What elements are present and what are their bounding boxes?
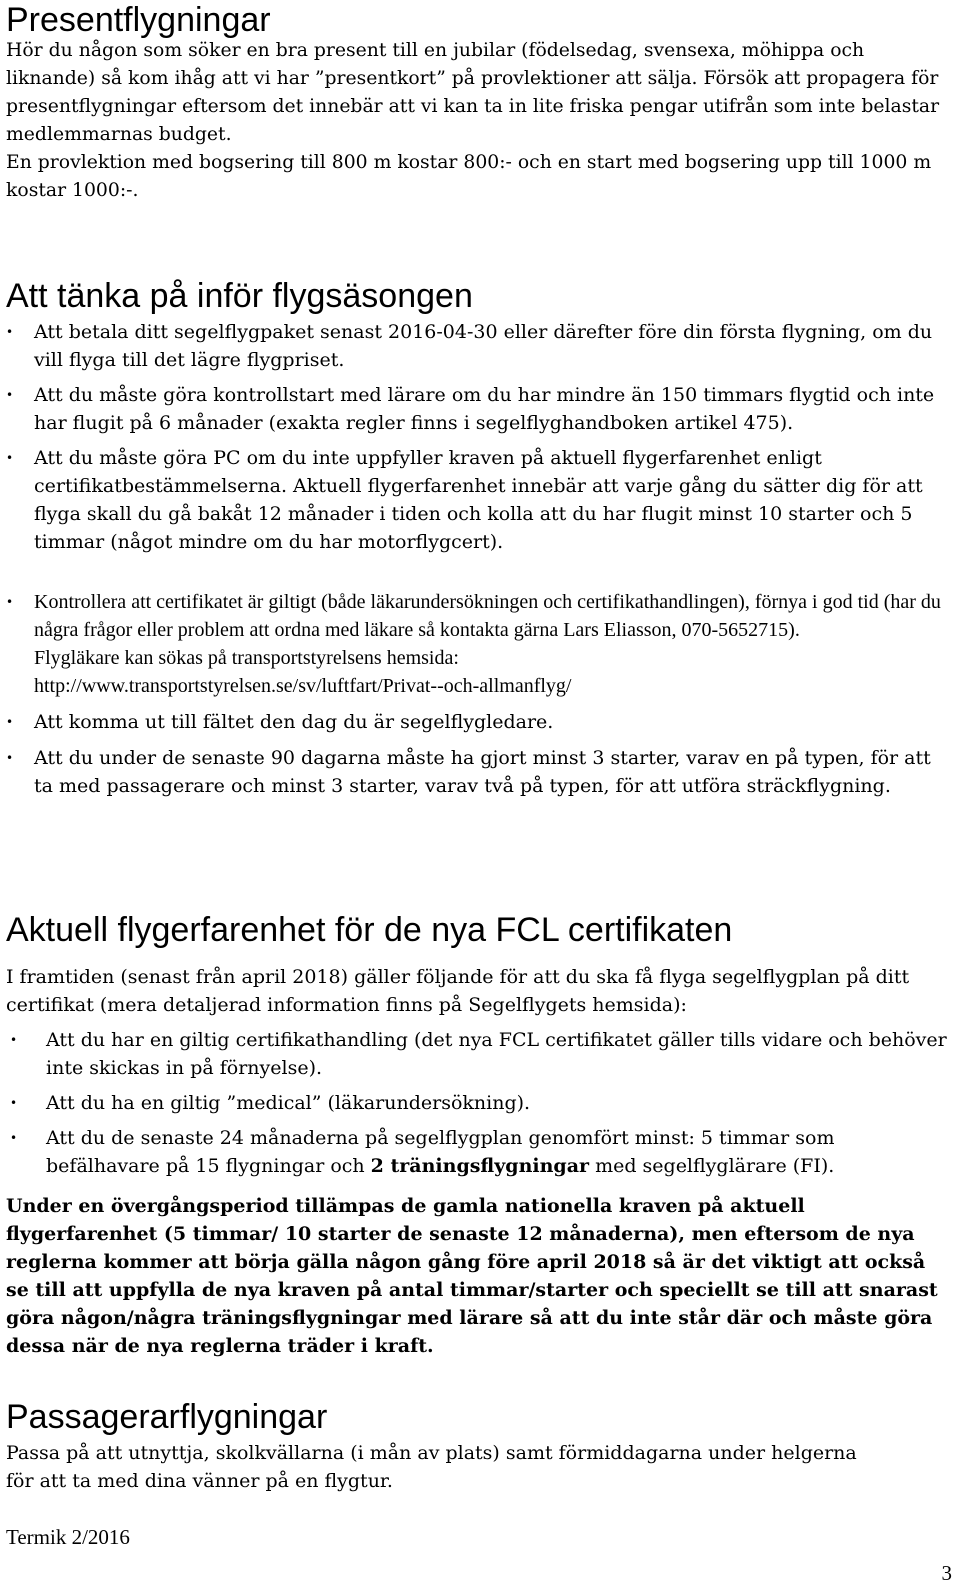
heading-flygsasongen: Att tänka på inför flygsäsongen	[6, 277, 473, 315]
footer-issue: Termik 2/2016	[6, 1525, 130, 1549]
list-item: • Att du under de senaste 90 dagarna måste ha gjort minst 3 starter, varav en på typen, för att ta med passagerare och minst 3 starter, varav två på typen, för att utföra sträckflygning.	[6, 744, 951, 800]
list-item: • Att du de senaste 24 månaderna på segelflygplan genomfört minst: 5 timmar som befälhavare på 15 flygningar och 2 träningsflygningar med segelflyglärare (FI).	[6, 1124, 951, 1180]
list-item: • Att du ha en giltig ”medical” (läkarundersökning).	[6, 1089, 951, 1117]
heading-presentflygningar: Presentflygningar	[6, 1, 271, 39]
bullet-icon: •	[6, 451, 14, 465]
bullet-icon: •	[6, 388, 14, 402]
bullet-icon: •	[6, 715, 14, 729]
passenger-paragraph: Passa på att utnyttja, skolkvällarna (i mån av plats) samt förmiddagarna under helgerna för att ta med dina vänner på en flygtur.	[6, 1442, 857, 1492]
bullet-icon: •	[10, 1033, 18, 1047]
present-paragraph-2: En provlektion med bogsering till 800 m kostar 800:- och en start med bogsering upp till 1000 m kostar 1000:-.	[6, 152, 932, 201]
heading-fcl: Aktuell flygerfarenhet för de nya FCL certifikaten	[6, 911, 733, 949]
list-item: • Att komma ut till fältet den dag du är segelflygledare.	[6, 708, 951, 736]
transportstyrelsen-link[interactable]: http://www.transportstyrelsen.se/sv/luftfart/Privat--och-allmanflyg/	[34, 675, 572, 697]
fcl-list	[6, 1026, 951, 1180]
bullet-icon: •	[10, 1096, 18, 1110]
heading-passagerarflygningar: Passagerarflygningar	[6, 1398, 328, 1436]
list-item: • Att du har en giltig certifikathandling (det nya FCL certifikatet gäller tills vidare och behöver inte skickas in på förnyelse).	[6, 1026, 951, 1082]
list-item: • Att du måste göra PC om du inte uppfyller kraven på aktuell flygerfarenhet enligt certifikatbestämmelserna. Aktuell flygerfarenhet innebär att varje gång du sätter dig för att flyga skall du gå bakåt 12 månader i tiden och kolla att du har flugit minst 10 starter och 5 timmar (något mindre om du har motorflygcert).	[6, 444, 951, 556]
bullet-icon: •	[6, 325, 14, 339]
page-number: 3	[941, 1561, 952, 1585]
season-list-continued	[6, 588, 951, 800]
fcl-intro: I framtiden (senast från april 2018) gäller följande för att du ska få flyga segelflygplan på ditt certifikat (mera detaljerad information finns på Segelflygets hemsida):	[6, 966, 910, 1016]
list-item: • Att betala ditt segelflygpaket senast 2016-04-30 eller därefter före din första flygning, om du vill flyga till det lägre flygpriset.	[6, 318, 951, 374]
transition-period-paragraph: Under en övergångsperiod tillämpas de gamla nationella kraven på aktuell flygerfarenhet (5 timmar/ 10 starter de senaste 12 månaderna), men eftersom de nya reglerna kommer att börja gälla någon gång före april 2018 så är det viktigt att också se till att uppfylla de nya kraven på antal timmar/starter och speciellt se till att snarast göra någon/några träningsflygningar med lärare så att du inte står där och måste göra dessa när de nya reglerna träder i kraft.	[6, 1195, 938, 1357]
list-item: • Att du måste göra kontrollstart med lärare om du har mindre än 150 timmars flygtid och inte har flugit på 6 månader (exakta regler finns i segelflyghandboken artikel 475).	[6, 381, 951, 437]
bullet-icon: •	[6, 751, 14, 765]
present-paragraph-1: Hör du någon som söker en bra present till en jubilar (födelsedag, svensexa, möhippa och liknande) så kom ihåg att vi har ”presentkort” på provlektioner att sälja. Försök att propagera för presentflygningar eftersom det innebär att vi kan ta in lite friska pengar utifrån som inte belastar medlemmarnas budget.	[6, 40, 940, 145]
season-list	[6, 318, 951, 563]
bullet-icon: •	[10, 1131, 18, 1145]
bullet-icon: •	[6, 595, 14, 609]
list-item: • Kontrollera att certifikatet är giltigt (både läkarundersökningen och certifikathandlingen), förnya i god tid (har du några frågor eller problem att ordna med läkare så kontakta gärna Lars Eliasson, 070-5652715). Flygläkare kan sökas på transportstyrelsens hemsida: http://www.transportstyrelsen.se/sv/luftfart/Privat--och-allmanflyg/	[6, 588, 951, 700]
bold-phrase: 2 träningsflygningar	[370, 1155, 590, 1177]
